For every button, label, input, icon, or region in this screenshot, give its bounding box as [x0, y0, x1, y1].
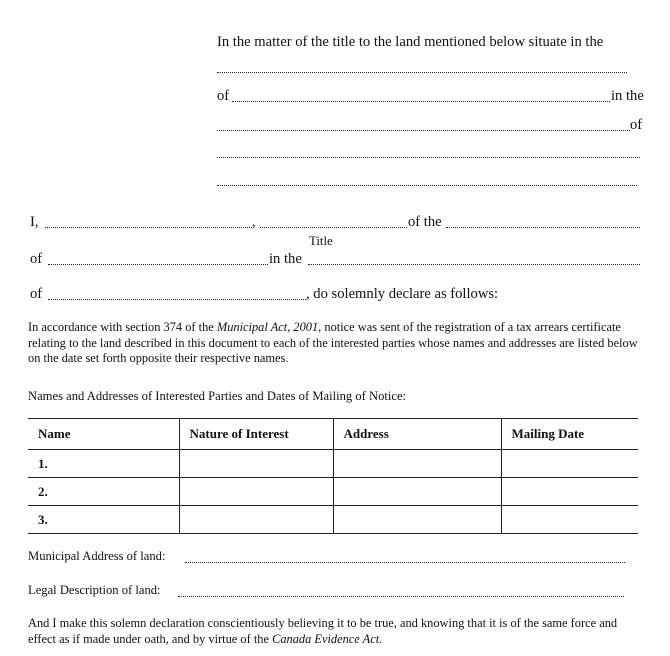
title-blank[interactable] [260, 227, 407, 228]
header-mailing-date: Mailing Date [501, 419, 638, 450]
table-row [28, 478, 638, 506]
nature-cell[interactable] [179, 506, 333, 534]
table-row [28, 450, 638, 478]
mailing-date-cell[interactable] [501, 478, 638, 506]
matter-heading: In the matter of the title to the land mentioned below situate in the [217, 34, 604, 50]
of-label: of [217, 88, 230, 104]
in-the-label-2: in the [269, 251, 302, 267]
in-the-label: in the [611, 88, 644, 104]
comma-label: , [252, 214, 256, 230]
in-the-blank-2[interactable] [308, 264, 640, 265]
of-the-blank[interactable] [446, 227, 640, 228]
of-end-label: of [630, 117, 643, 133]
nature-cell[interactable] [179, 450, 333, 478]
legal-description-label: Legal Description of land: [28, 583, 161, 597]
of-blank-3[interactable] [48, 299, 306, 300]
address-cell[interactable] [333, 478, 501, 506]
of-label-2: of [30, 251, 43, 267]
i-label: I, [30, 214, 39, 230]
closing-paragraph: And I make this solemn declaration conscientiously believing it to be true, and knowing that it is of the same force and effect as if made under oath, and by virtue of the Canada Evidence Act. [28, 616, 618, 646]
canada-evidence-act-title: Canada Evidence Act. [272, 631, 383, 646]
nature-cell[interactable] [179, 478, 333, 506]
municipal-address-label: Municipal Address of land: [28, 549, 166, 563]
statement-paragraph: In accordance with section 374 of the Municipal Act, 2001, notice was sent of the registration of a tax arrears certificate relating to the land described in this document to each of the interested parties whose names and addresses are listed below on the date set forth opposite their respective names. [28, 320, 638, 366]
table-row [28, 506, 638, 534]
municipal-address-blank[interactable] [185, 562, 625, 563]
header-name: Name [28, 419, 179, 450]
of-blank[interactable] [232, 101, 610, 102]
municipal-act-title: Municipal Act, 2001, [216, 320, 322, 334]
of-the-label: of the [408, 214, 442, 230]
address-blank-1[interactable] [217, 157, 640, 158]
declarant-name-blank[interactable] [45, 227, 252, 228]
interested-parties-table [28, 418, 638, 534]
header-address: Address [333, 419, 501, 450]
legal-description-blank[interactable] [178, 596, 624, 597]
row-number: 3. [28, 506, 179, 534]
table-header-row [28, 419, 638, 450]
of-label-3: of [30, 286, 43, 302]
table-caption: Names and Addresses of Interested Parties and Dates of Mailing of Notice: [28, 389, 407, 403]
row-number: 2. [28, 478, 179, 506]
mailing-date-cell[interactable] [501, 506, 638, 534]
in-the-blank[interactable] [217, 130, 630, 131]
row-number: 1. [28, 450, 179, 478]
header-nature-of-interest: Nature of Interest [179, 419, 333, 450]
title-caption: Title [309, 234, 333, 248]
mailing-date-cell[interactable] [501, 450, 638, 478]
situate-blank[interactable] [217, 72, 627, 73]
of-blank-2[interactable] [48, 264, 268, 265]
address-blank-2[interactable] [217, 185, 637, 186]
address-cell[interactable] [333, 450, 501, 478]
address-cell[interactable] [333, 506, 501, 534]
declare-text: , do solemnly declare as follows: [306, 286, 499, 302]
